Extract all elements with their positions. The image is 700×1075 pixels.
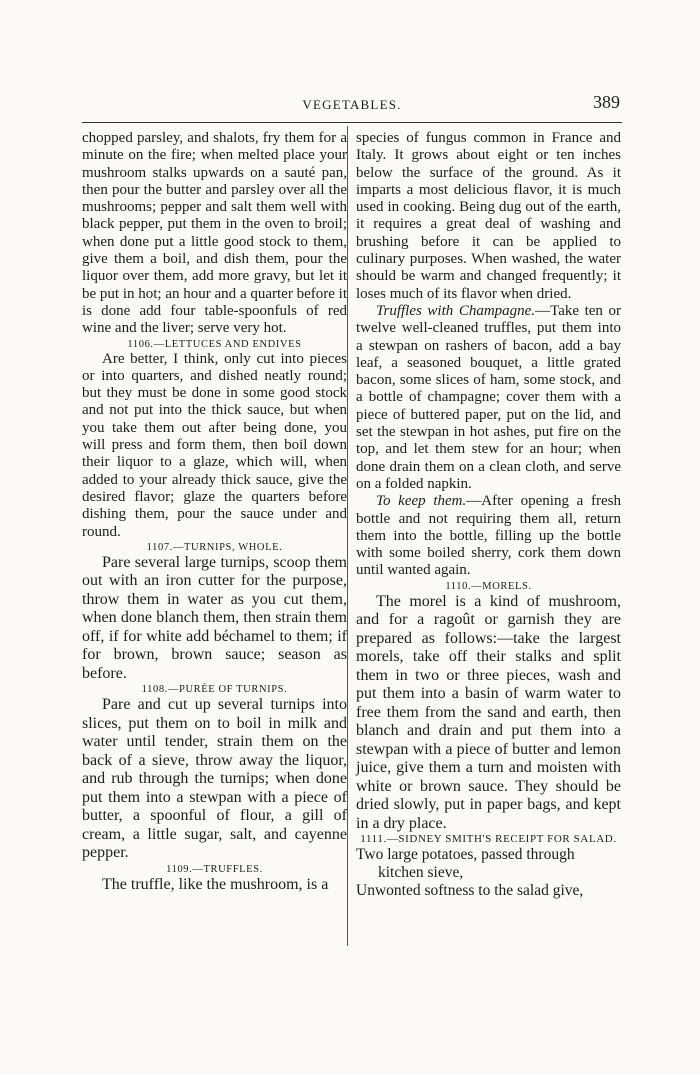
paragraph-1109: The truffle, like the mushroom, is a	[102, 875, 329, 893]
text-to-keep: —After opening a fresh bottle and not requiring them all, return them into the bottle, filling up the bottle with some boiled sherry, cork them down until wanted again.	[356, 493, 621, 579]
paragraph-1108: Pare and cut up several turnips into slices, put them on to boil in milk and water until tender, strain them on the back of a sieve, throw away the liquor, and rub through the turnips; when done put them into a stewpan with a piece of butter, a spoonful of flour, a gill of cream, a little sugar, salt, and cayenne pepper.	[82, 696, 347, 862]
heading-1111: 1111.—SIDNEY SMITH'S RECEIPT FOR SALAD.	[360, 833, 617, 846]
paragraph-to-keep	[356, 493, 621, 579]
heading-1109: 1109.—TRUFFLES.	[166, 863, 263, 875]
paragraph-1110: The morel is a kind of mushroom, and for a ragoût or garnish they are prepared as follows:—take the largest morels, take off their stalks and split them in two or three pieces, wash and put them into a basin of warm water to free them from the sand and earth, then blanch and drain and put them into a stewpan with a piece of butter and lemon juice, give them a turn and moisten with white or brown sauce. They should be dried slowly, put in paper bags, and kept in a dry place.	[356, 592, 621, 832]
paragraph-1106: Are better, I think, only cut into pieces or into quarters, and dished neatly round; but they must be done in some good stock and not put into the thick sauce, but when you take them out after being done, you will press and form them, then boil down their liquor to a glaze, which will, when added to your already thick sauce, give the desired flavor; glaze the quarters before dishing them, pour the sauce under and round.	[82, 350, 347, 540]
paragraph-1107: Pare several large turnips, scoop them out with an iron cutter for the purpose, throw them in water as you cut them, when done blanch them, then strain them off, if for white add béchamel to them; if for brown, brown sauce; season as before.	[82, 553, 347, 682]
page-header	[82, 94, 622, 116]
heading-1108: 1108.—PURÉE OF TURNIPS.	[141, 684, 288, 696]
left-column	[82, 130, 347, 894]
header-rule	[82, 122, 622, 123]
column-divider	[347, 126, 348, 946]
paragraph-1109-continued: species of fungus common in France and Italy. It grows about eight or ten inches below the surface of the ground. As it imparts a most delicious flavor, it is much used in cooking. Being dug out of the earth, it requires a great deal of washing and brushing before it can be applied to culinary purposes. When washed, the water should be warm and changed frequently; it loses much of its flavor when dried.	[356, 130, 621, 302]
text-truffles-champagne: —Take ten or twelve well-cleaned truffles, put them into a stewpan on rashers of bacon, add a bay leaf, a seasoned bouquet, a little grated bacon, some slices of ham, some stock, and a bottle of champagne; cover them with a piece of buttered paper, put on the lid, and set the stewpan in hot ashes, put fire on the top, and let them stew for an hour; when done drain them on a clean cloth, and serve on a folded napkin.	[356, 302, 621, 492]
heading-1107: 1107.—TURNIPS, WHOLE.	[146, 541, 283, 553]
paragraph-truffles-champagne	[356, 303, 621, 493]
subheading-truffles-champagne: Truffles with Champagne.	[376, 302, 536, 319]
verse-line-2: kitchen sieve,	[378, 864, 464, 882]
heading-1106: 1106.—LETTUCES AND ENDIVES	[127, 338, 302, 350]
verse-line-1: Two large potatoes, passed through	[356, 846, 575, 864]
subheading-to-keep: To keep them.	[376, 493, 467, 510]
page-number: 389	[593, 92, 620, 112]
heading-1110: 1110.—MORELS.	[445, 580, 532, 592]
running-head: VEGETABLES.	[302, 97, 402, 112]
paragraph-continued: chopped parsley, and shalots, fry them for a minute on the fire; when melted place your mushroom stalks upwards on a sauté pan, then pour the butter and parsley over all the mushrooms; pepper and salt them well with black pepper, put them in the oven to broil; when done put a little good stock to them, give them a boil, and dish them, pour the liquor over them, add more gravy, but let it be put in hot; an hour and a quarter before it is done add four table-spoonfuls of red wine and the liver; serve very hot.	[82, 130, 347, 337]
verse-line-3: Unwonted softness to the salad give,	[356, 882, 584, 900]
right-column	[356, 130, 621, 900]
